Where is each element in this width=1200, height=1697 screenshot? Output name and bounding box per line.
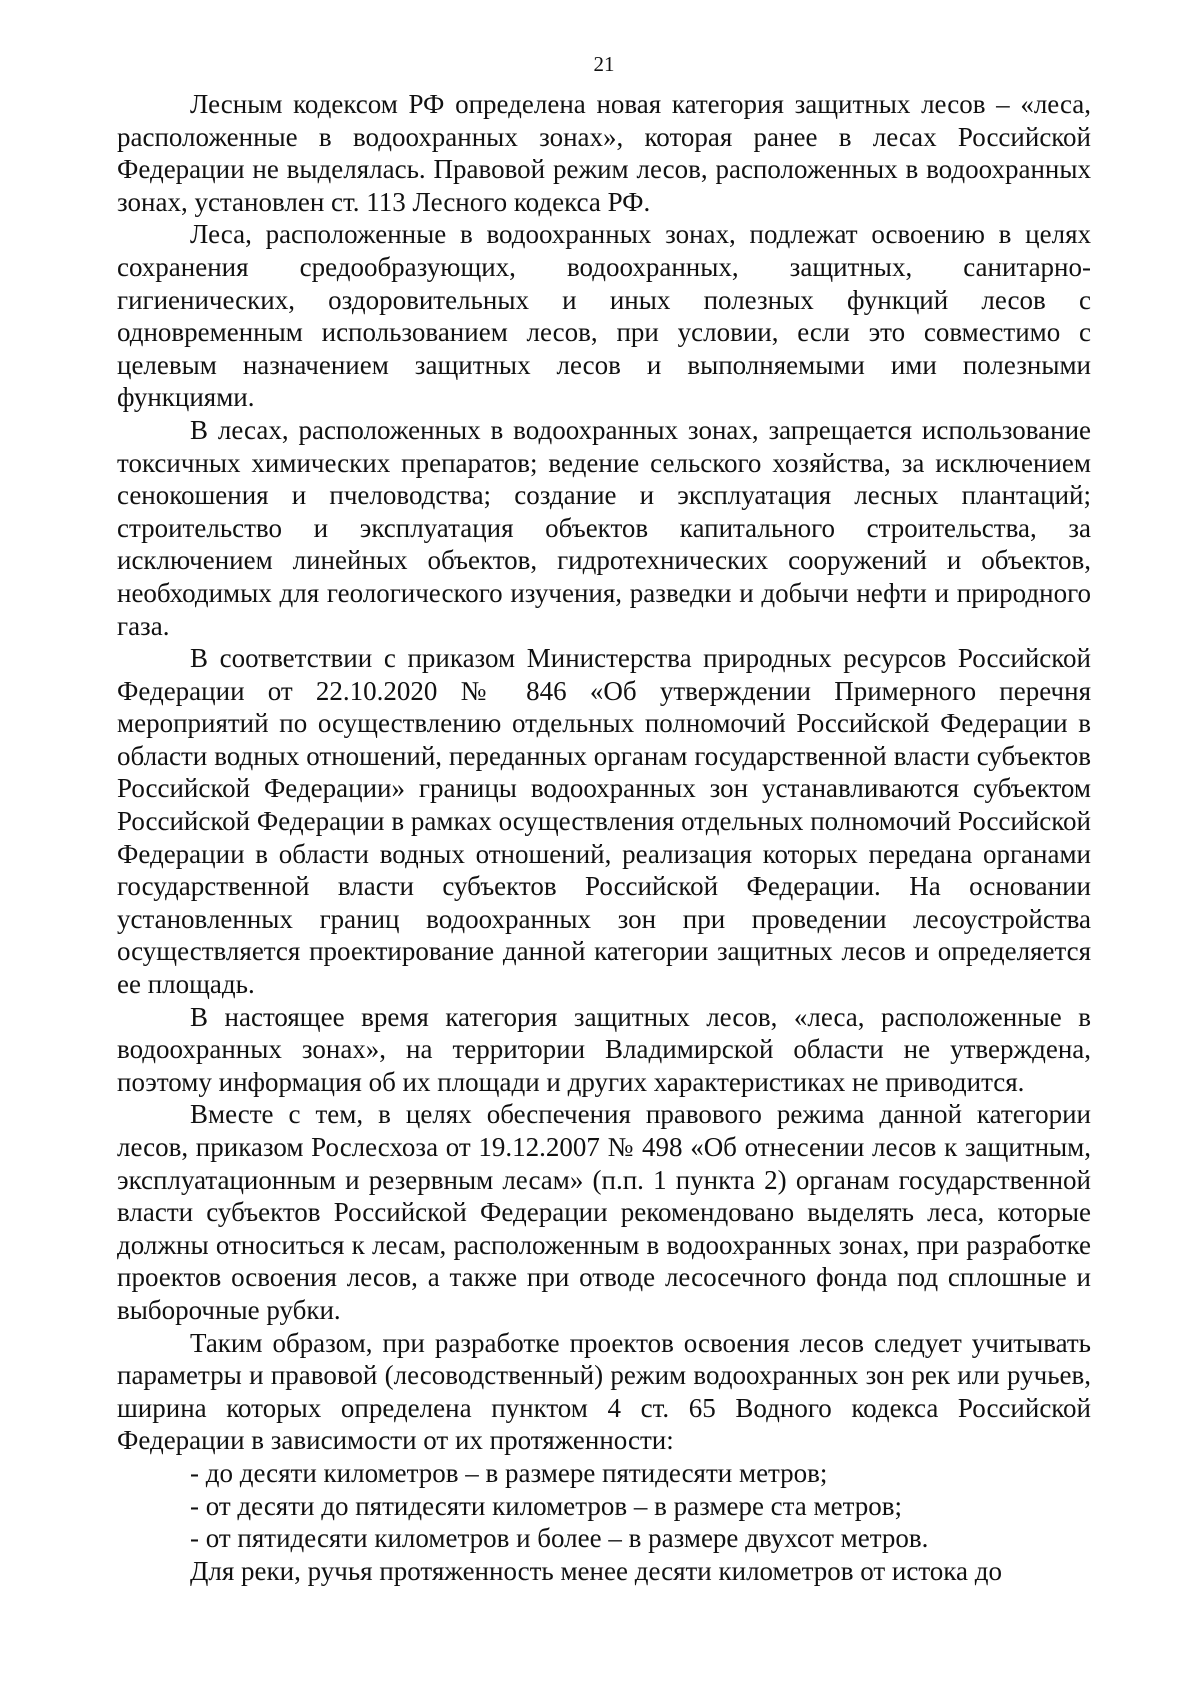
list-item-under-ten-km: - до десяти километров – в размере пятидесяти метров; [190, 1457, 828, 1488]
list-item-over-fifty-km: - от пятидесяти километров и более – в размере двухсот метров. [190, 1523, 929, 1554]
paragraph-prohibitions: В лесах, расположенных в водоохранных зонах, запрещается использование токсичных химических препаратов; ведение сельского хозяйства, за исключением сенокошения и пчеловодства; создание и эксплуатация лесных плантаций; строительство и эксплуатация объектов капитального строительства, за исключением линейных объектов, гидротехнических сооружений и объектов, необходимых для геологического изучения, разведки и добычи нефти и природного газа. [117, 414, 1091, 641]
page-number: 21 [593, 52, 615, 76]
paragraph-vladimir-region-status: В настоящее время категория защитных лесов, «леса, расположенные в водоохранных зонах», на территории Владимирской области не утверждена, поэтому информация об их площади и других характеристиках не приводится. [117, 1001, 1091, 1097]
paragraph-ministry-order: В соответствии с приказом Министерства природных ресурсов Российской Федерации от 22.10.2020 № 846 «Об утверждении Примерного перечня мероприятий по осуществлению отдельных полномочий Российской Федерации в области водных отношений, переданных органам государственной власти субъектов Российской Федерации» границы водоохранных зон устанавливаются субъектом Российской Федерации в рамках осуществления отдельных полномочий Российской Федерации в области водных отношений, реализация которых передана органами государственной власти субъектов Российской Федерации. На основании установленных границ водоохранных зон при проведении лесоустройства осуществляется проектирование данной категории защитных лесов и определяется ее площадь. [117, 643, 1091, 1000]
paragraph-forest-development-goals: Леса, расположенные в водоохранных зонах, подлежат освоению в целях сохранения средообразующих, водоохранных, защитных, санитарно-гигиенических, оздоровительных и иных полезных функций лесов с одновременным использованием лесов, при условии, если это совместимо с целевым назначением защитных лесов и выполняемыми ими полезными функциями. [117, 219, 1091, 413]
list-item-ten-to-fifty-km: - от десяти до пятидесяти километров – в размере ста метров; [190, 1490, 902, 1521]
paragraph-final-continued: Для реки, ручья протяженность менее десяти километров от истока до [190, 1555, 1002, 1586]
document-page [117, 48, 1091, 1587]
paragraph-water-protection-category: Лесным кодексом РФ определена новая категория защитных лесов – «леса, расположенные в водоохранных зонах», которая ранее в лесах Российской Федерации не выделялась. Правовой режим лесов, расположенных в водоохранных зонах, установлен ст. 113 Лесного кодекса РФ. [117, 89, 1091, 217]
paragraph-rosleshoz-order: Вместе с тем, в целях обеспечения правового режима данной категории лесов, приказом Рослесхоза от 19.12.2007 № 498 «Об отнесении лесов к защитным, эксплуатационным и резервным лесам» (п.п. 1 пункта 2) органам государственной власти субъектов Российской Федерации рекомендовано выделять леса, которые должны относиться к лесам, расположенным в водоохранных зонах, при разработке проектов освоения лесов, а также при отводе лесосечного фонда под сплошные и выборочные рубки. [117, 1099, 1091, 1325]
paragraph-zone-width-intro: Таким образом, при разработке проектов освоения лесов следует учитывать параметры и правовой (лесоводственный) режим водоохранных зон рек или ручьев, ширина которых определена пунктом 4 ст. 65 Водного кодекса Российской Федерации в зависимости от их протяженности: [117, 1327, 1091, 1456]
